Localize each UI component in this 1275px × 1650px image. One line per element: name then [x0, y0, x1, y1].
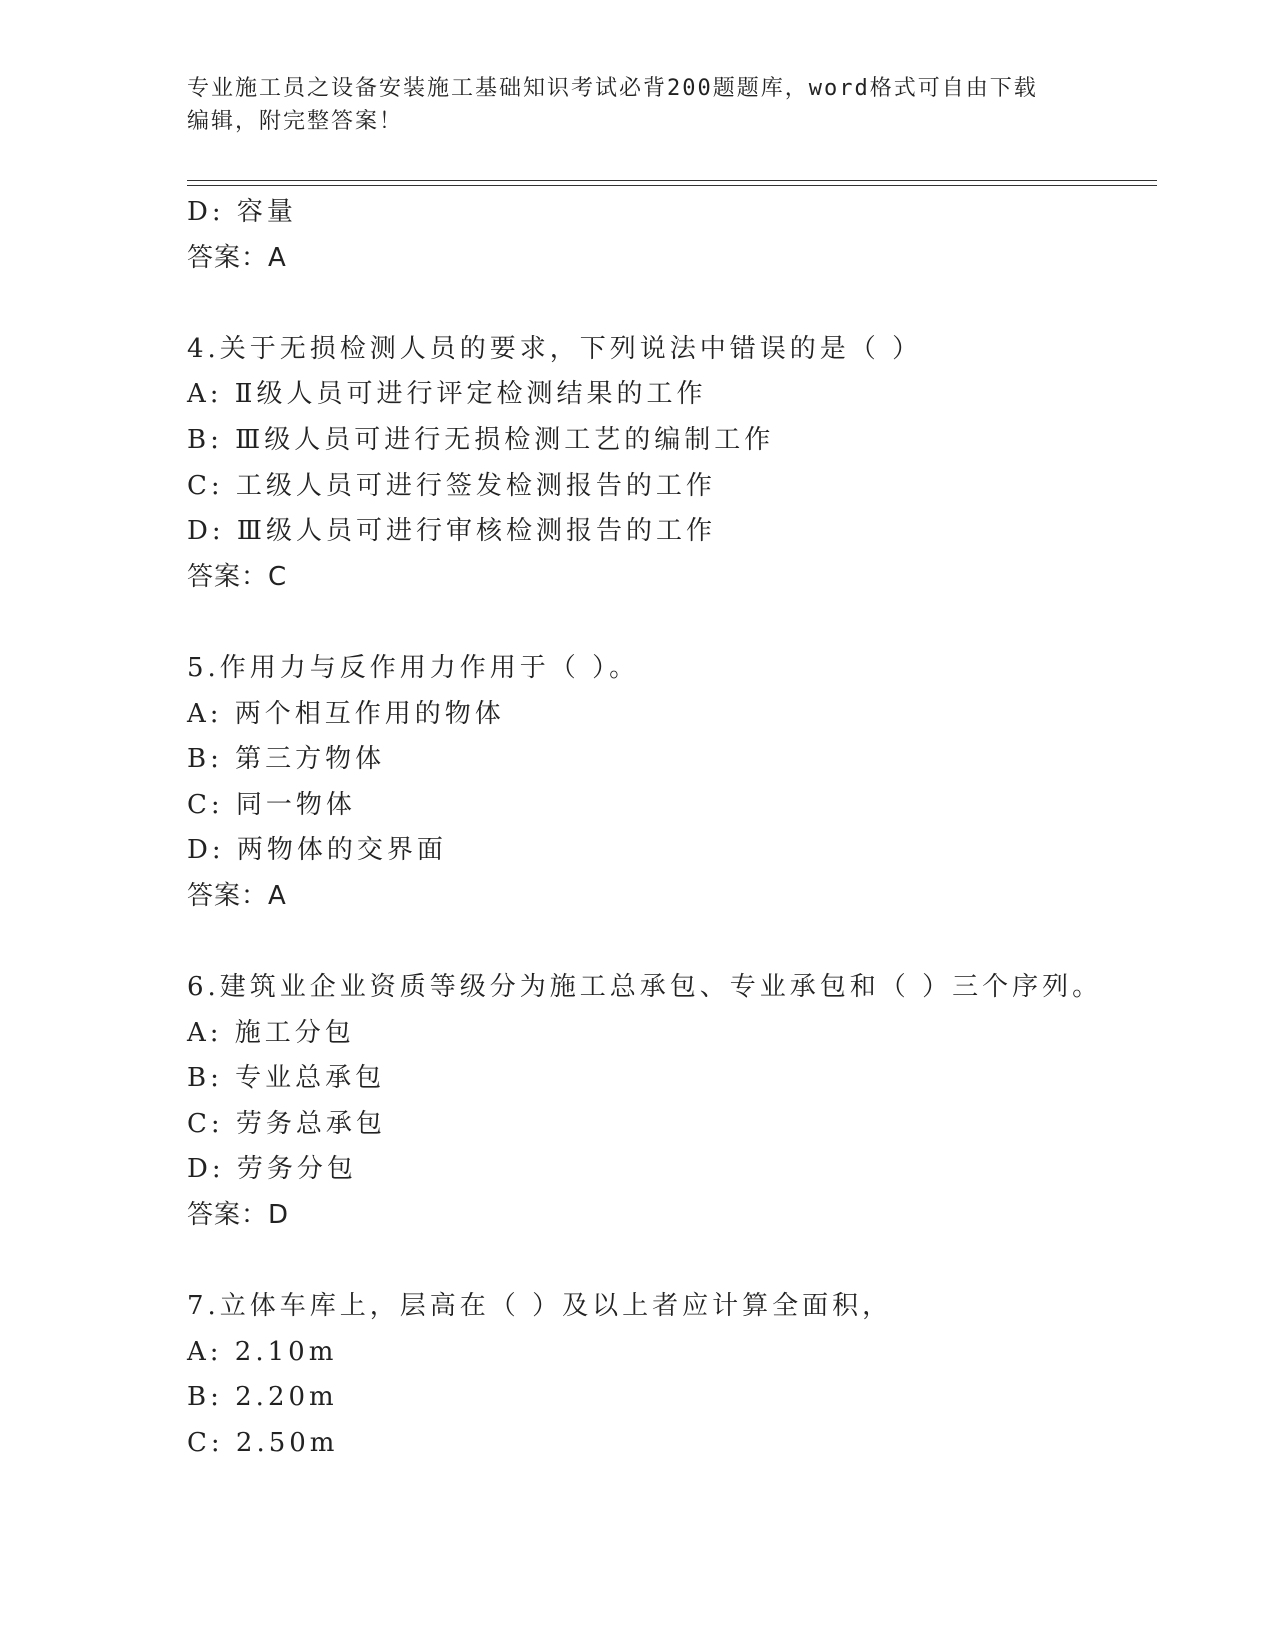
answer-option: D: 劳务分包	[187, 1154, 357, 1185]
answer-key: 答案：A	[187, 880, 287, 911]
question-text: 5.作用力与反作用力作用于（ ）。	[187, 652, 640, 683]
question-list	[187, 190, 1167, 1467]
spacer	[187, 1239, 1167, 1285]
answer-option: A: 施工分包	[187, 1017, 355, 1048]
document-header	[187, 72, 1067, 138]
answer-option: D: 容量	[187, 197, 297, 227]
spacer	[187, 920, 1167, 966]
answer-option: B: 2.20m	[187, 1382, 338, 1413]
question-text: 4.关于无损检测人员的要求，下列说法中错误的是（ ）	[187, 333, 923, 364]
header-divider-top	[187, 180, 1157, 181]
header-title-line-2: 编辑，附完整答案！	[187, 109, 404, 134]
answer-option: D: 两物体的交界面	[187, 835, 447, 866]
answer-option: C: 2.50m	[187, 1428, 339, 1459]
answer-option: B: 第三方物体	[187, 744, 386, 775]
question-text: 7.立体车库上，层高在（ ）及以上者应计算全面积，	[187, 1291, 893, 1322]
question-text: 6.建筑业企业资质等级分为施工总承包、专业承包和（ ）三个序列。	[187, 972, 1103, 1003]
answer-option: C: 劳务总承包	[187, 1108, 386, 1139]
answer-option: D: Ⅲ级人员可进行审核检测报告的工作	[187, 516, 716, 547]
answer-option: B: Ⅲ级人员可进行无损检测工艺的编制工作	[187, 424, 775, 455]
spacer	[187, 600, 1167, 646]
answer-option: A: Ⅱ级人员可进行评定检测结果的工作	[187, 379, 707, 410]
answer-key: 答案：A	[187, 242, 287, 273]
header-title-line-1: 专业施工员之设备安装施工基础知识考试必背200题题库，word格式可自由下载	[187, 76, 1038, 101]
spacer	[187, 281, 1167, 327]
answer-option: B: 专业总承包	[187, 1063, 386, 1094]
answer-key: 答案：C	[187, 561, 288, 592]
answer-key: 答案：D	[187, 1200, 290, 1231]
answer-option: A: 2.10m	[187, 1336, 338, 1367]
answer-option: C: 同一物体	[187, 789, 356, 820]
answer-option: C: 工级人员可进行签发检测报告的工作	[187, 470, 716, 501]
header-divider-bottom	[187, 185, 1157, 186]
answer-option: A: 两个相互作用的物体	[187, 698, 505, 729]
